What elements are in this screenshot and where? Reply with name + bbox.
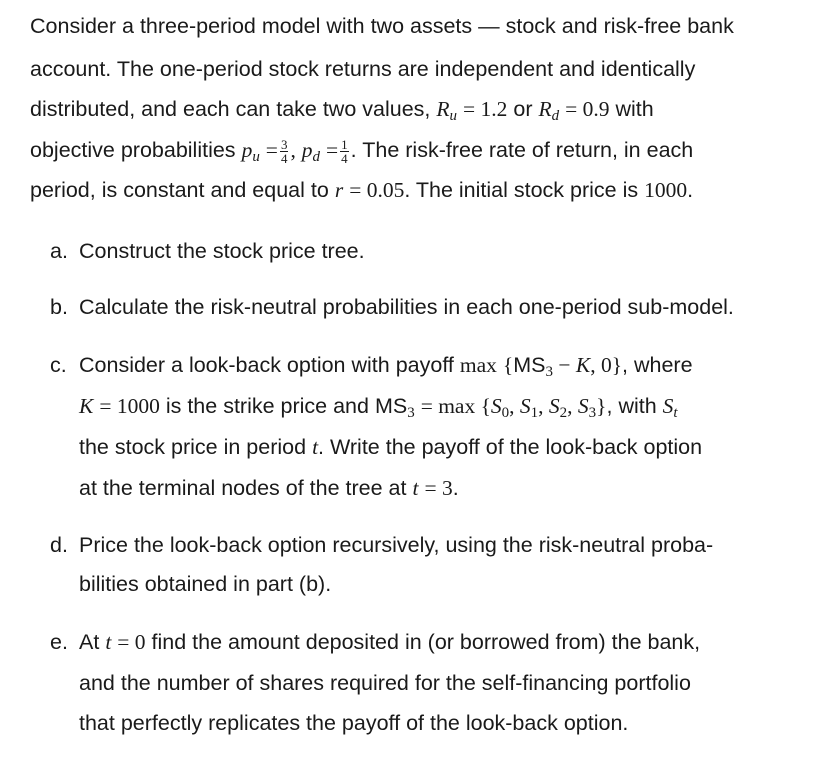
- math-St: S: [662, 394, 674, 418]
- item-text: Price the look-back option recursively, using the risk-neutral proba-: [79, 533, 714, 557]
- item-e-line-1: [79, 629, 700, 655]
- item-d-label: d.: [50, 533, 68, 557]
- intro-text: . The initial stock price is: [404, 178, 639, 202]
- math-S: S: [519, 394, 531, 418]
- item-text: is the strike price and: [165, 394, 369, 418]
- math-eq: =: [326, 138, 339, 162]
- item-e-label: e.: [50, 630, 68, 654]
- math-t: t: [312, 435, 319, 459]
- intro-text: .: [687, 178, 694, 202]
- math-value: = 0.9: [565, 97, 610, 121]
- intro-text: distributed, and each can take two values,: [30, 97, 431, 121]
- math-ms: MS: [374, 394, 408, 418]
- frac-den: 4: [341, 151, 348, 166]
- math-r: r: [334, 178, 344, 202]
- intro-text: Consider a three-period model with two assets — stock and risk-free bank: [30, 14, 734, 38]
- item-c-line-4: [79, 475, 459, 501]
- math-sub: u: [252, 149, 260, 165]
- intro-line-4: [30, 137, 693, 170]
- math-pd: p: [301, 138, 313, 162]
- item-a-text: [79, 238, 365, 264]
- math-value: = 3: [424, 476, 453, 500]
- math-sub: u: [449, 108, 458, 124]
- item-d-line-2: [79, 571, 331, 597]
- intro-line-3: [30, 96, 654, 129]
- math-K: K: [79, 394, 94, 418]
- math-t: t: [105, 630, 112, 654]
- math-Rd: R: [538, 97, 552, 121]
- math-pu: p: [241, 138, 253, 162]
- item-text: Consider a look-back option with payoff: [79, 353, 454, 377]
- math-sub: t: [673, 405, 678, 421]
- frac-num: 1: [341, 137, 348, 152]
- item-b-label: b.: [50, 295, 68, 319]
- item-c-line-2: [79, 393, 678, 426]
- math-brace: {: [502, 353, 514, 377]
- math-S: S: [548, 394, 560, 418]
- item-text: bilities obtained in part (b).: [79, 572, 332, 596]
- math-sub: 0: [501, 405, 510, 421]
- item-c-line-1: [79, 352, 693, 385]
- item-text: , where: [622, 353, 693, 377]
- math-sub: d: [551, 108, 560, 124]
- math-value: = 1000: [99, 394, 160, 418]
- intro-text: . The risk-free rate of return, in each: [350, 138, 694, 162]
- math-sub: 3: [407, 405, 415, 421]
- item-e-line-3: [79, 710, 628, 736]
- item-text: Construct the stock price tree.: [79, 239, 365, 263]
- intro-text: objective probabilities: [30, 138, 236, 162]
- math-sub: d: [312, 149, 321, 165]
- math-comma: ,: [567, 394, 578, 418]
- fraction-three-quarters: [280, 138, 289, 165]
- math-Ru: R: [436, 97, 450, 121]
- math-comma: ,: [509, 394, 520, 418]
- math-S: S: [577, 394, 589, 418]
- math-comma: ,: [290, 138, 296, 162]
- math-sub: 3: [588, 405, 597, 421]
- item-c-label: c.: [50, 353, 67, 377]
- math-value: = 0.05: [349, 178, 405, 202]
- intro-text: account. The one-period stock returns are independent and identically: [30, 57, 696, 81]
- item-d-line-1: [79, 532, 713, 558]
- math-sub: 3: [545, 364, 553, 380]
- item-text: At: [79, 630, 100, 654]
- math-rest: , 0}: [590, 353, 623, 377]
- math-S: S: [490, 394, 502, 418]
- item-text: .: [452, 476, 459, 500]
- math-t: t: [412, 476, 419, 500]
- math-eq: =: [265, 138, 278, 162]
- frac-num: 3: [280, 137, 288, 152]
- intro-line-5: [30, 177, 693, 203]
- math-minus: −: [552, 353, 576, 377]
- intro-line-1: [30, 13, 734, 39]
- item-text: at the terminal nodes of the tree at: [79, 476, 407, 500]
- math-value: = 1.2: [463, 97, 508, 121]
- item-a-label: a.: [50, 239, 68, 263]
- item-text: find the amount deposited in (or borrowed from) the bank,: [151, 630, 701, 654]
- math-value: 1000: [644, 178, 688, 202]
- math-sub: 1: [530, 405, 539, 421]
- item-text: . Write the payoff of the look-back option: [318, 435, 703, 459]
- math-max-set: = max {: [420, 394, 491, 418]
- item-text: and the number of shares required for the self-financing portfolio: [79, 671, 691, 695]
- item-e-line-2: [79, 670, 691, 696]
- math-comma: ,: [538, 394, 549, 418]
- frac-den: 4: [280, 151, 288, 166]
- intro-text: period, is constant and equal to: [30, 178, 329, 202]
- item-b-text: [79, 294, 734, 320]
- math-K: K: [575, 353, 591, 377]
- item-text: the stock price in period: [79, 435, 307, 459]
- intro-text: or: [513, 97, 533, 121]
- item-text: that perfectly replicates the payoff of the look-back option.: [79, 711, 629, 735]
- fraction-one-quarter: [340, 138, 349, 165]
- item-c-line-3: [79, 434, 702, 460]
- math-ms: MS: [513, 353, 546, 377]
- item-text: Calculate the risk-neutral probabilities in each one-period sub-model.: [79, 295, 734, 319]
- intro-line-2: [30, 56, 695, 82]
- math-max: max: [459, 353, 497, 377]
- math-value: = 0: [117, 630, 146, 654]
- math-brace: }: [596, 394, 607, 418]
- intro-text: with: [615, 97, 654, 121]
- math-sub: 2: [559, 405, 568, 421]
- item-text: , with: [606, 394, 657, 418]
